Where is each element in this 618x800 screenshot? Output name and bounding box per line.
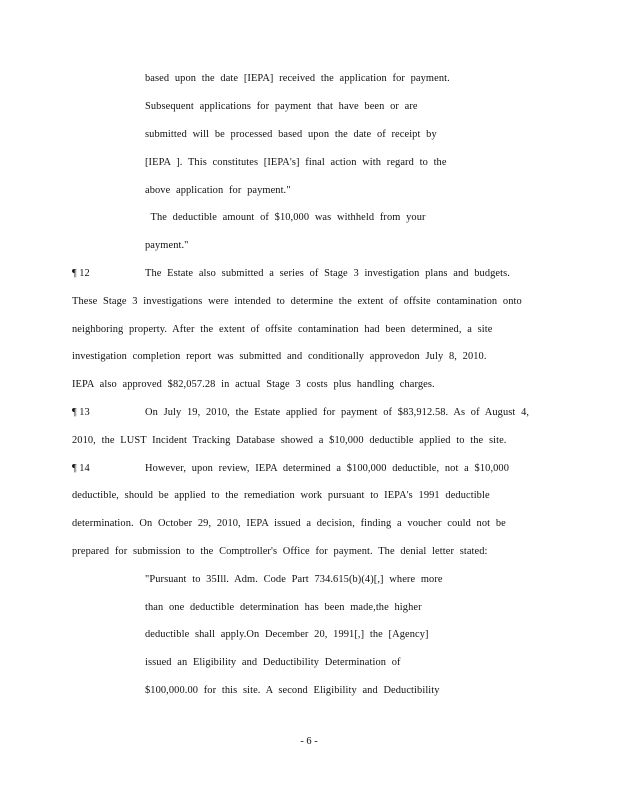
paragraph-first-line: On July 19, 2010, the Estate applied for payment of $83,912.58. As of August 4, bbox=[145, 407, 530, 418]
paragraph-line: These Stage 3 investigations were intended to determine the extent of offsite contamination onto bbox=[72, 296, 522, 307]
quote-line: The deductible amount of $10,000 was withheld from your bbox=[145, 212, 426, 223]
quote-line: payment." bbox=[145, 240, 189, 251]
paragraph-line: investigation completion report was submitted and conditionally approvedon July 8, 2010. bbox=[72, 351, 487, 362]
quote-line: submitted will be processed based upon the date of receipt by bbox=[145, 129, 437, 140]
paragraph-number: ¶ 14 bbox=[72, 463, 90, 474]
paragraph-line: neighboring property. After the extent of offsite contamination had been determined, a site bbox=[72, 324, 493, 335]
paragraph-line: prepared for submission to the Comptroller's Office for payment. The denial letter stated: bbox=[72, 546, 488, 557]
quote-line: $100,000.00 for this site. A second Eligibility and Deductibility bbox=[145, 685, 440, 696]
quote-line: than one deductible determination has been made,the higher bbox=[145, 602, 422, 613]
page-number: - 6 - bbox=[300, 736, 318, 747]
paragraph-line: determination. On October 29, 2010, IEPA issued a decision, finding a voucher could not be bbox=[72, 518, 506, 529]
quote-line: above application for payment." bbox=[145, 185, 291, 196]
quote-line: "Pursuant to 35Ill. Adm. Code Part 734.615(b)(4)[,] where more bbox=[145, 574, 443, 585]
paragraph-line: 2010, the LUST Incident Tracking Database showed a $10,000 deductible applied to the site. bbox=[72, 435, 507, 446]
quote-line: based upon the date [IEPA] received the application for payment. bbox=[145, 73, 450, 84]
quote-line: Subsequent applications for payment that have been or are bbox=[145, 101, 418, 112]
paragraph-number: ¶ 12 bbox=[72, 268, 90, 279]
quote-line: [IEPA ]. This constitutes [IEPA's] final action with regard to the bbox=[145, 157, 447, 168]
paragraph-line: IEPA also approved $82,057.28 in actual Stage 3 costs plus handling charges. bbox=[72, 379, 435, 390]
paragraph-first-line: However, upon review, IEPA determined a $100,000 deductible, not a $10,000 bbox=[145, 463, 510, 474]
paragraph-first-line: The Estate also submitted a series of Stage 3 investigation plans and budgets. bbox=[145, 268, 510, 279]
paragraph-number: ¶ 13 bbox=[72, 407, 90, 418]
paragraph-line: deductible, should be applied to the remediation work pursuant to IEPA's 1991 deductible bbox=[72, 490, 490, 501]
quote-line: issued an Eligibility and Deductibility Determination of bbox=[145, 657, 401, 668]
quote-line: deductible shall apply.On December 20, 1991[,] the [Agency] bbox=[145, 629, 429, 640]
